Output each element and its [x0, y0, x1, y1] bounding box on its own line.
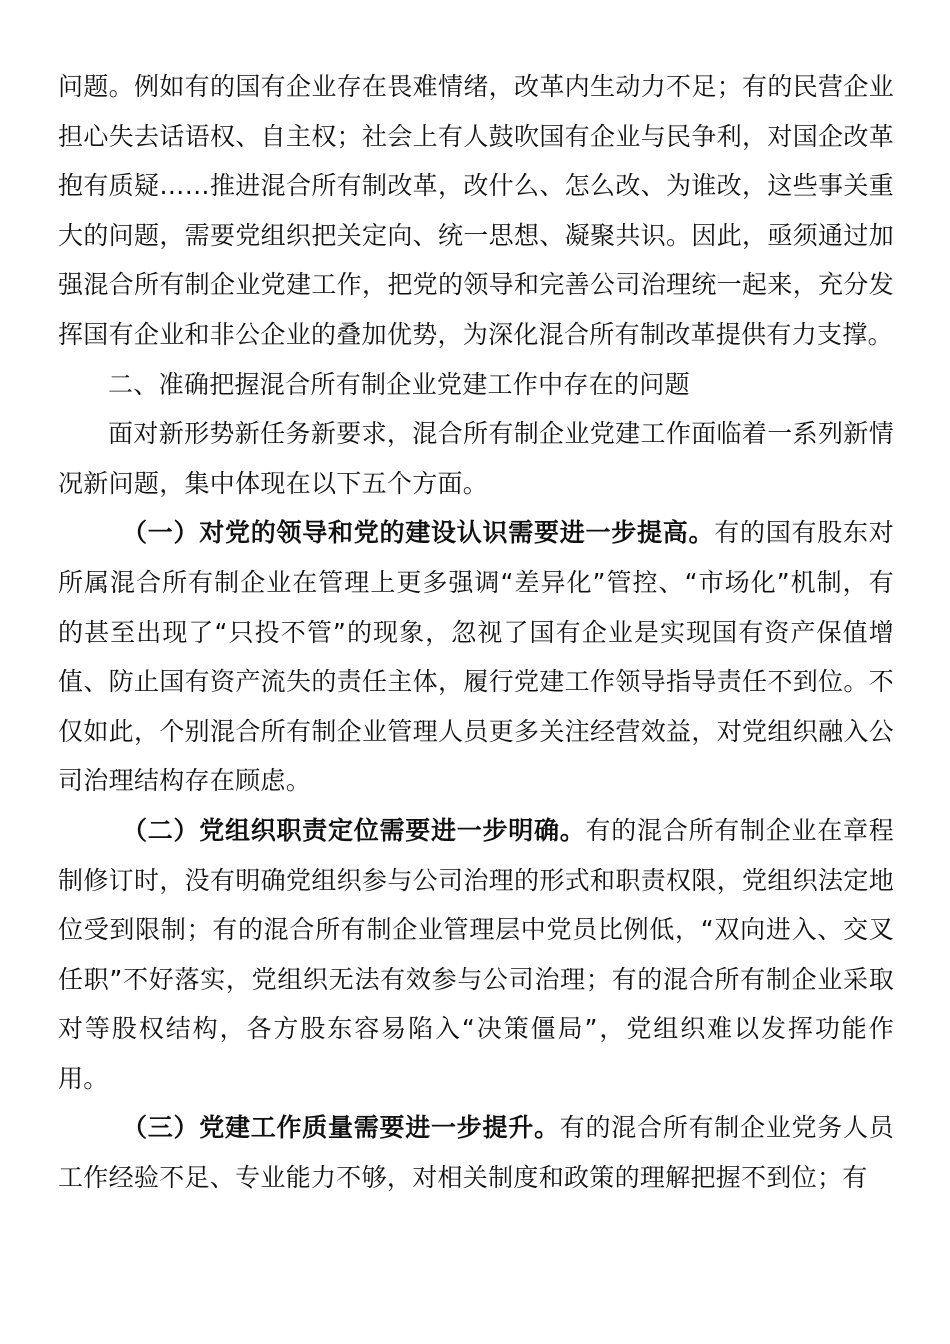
paragraph-point-two [58, 806, 894, 1104]
point-heading: （三）党建工作质量需要进一步提升。 [122, 1113, 560, 1143]
document-page [58, 62, 894, 1203]
paragraph-text: 有的混合所有制企业在章程制修订时，没有明确党组织参与公司治理的形式和职责权限，党组织法定地位受到限制；有的混合所有制企业管理层中党员比例低，“双向进入、交叉任职”不好落实，党组织无法有效参与公司治理；有的混合所有制企业采取对等股权结构，各方股东容易陷入“决策僵局”，党组织难以发挥功能作用。 [58, 815, 894, 1093]
paragraph-point-one [58, 508, 894, 806]
paragraph-text: 面对新形势新任务新要求，混合所有制企业党建工作面临着一系列新情况新问题，集中体现在以下五个方面。 [58, 419, 894, 498]
paragraph-intro-continued [58, 62, 894, 360]
paragraph-text: 有的混合所有制企业党务人员工作经验不足、专业能力不够，对相关制度和政策的理解把握不到位；有 [58, 1113, 894, 1193]
point-heading: （二）党组织职责定位需要进一步明确。 [122, 815, 586, 845]
section-heading-two [58, 360, 894, 410]
paragraph-overview [58, 409, 894, 508]
paragraph-text: 有的国有股东对所属混合所有制企业在管理上更多强调“差异化”管控、“市场化”机制，有的甚至出现了“只投不管”的现象，忽视了国有企业是实现国有资产保值增值、防止国有资产流失的责任主体，履行党建工作领导指导责任不到位。不仅如此，个别混合所有制企业管理人员更多关注经营效益，对党组织融入公司治理结构存在顾虑。 [58, 518, 894, 796]
section-heading-text: 二、准确把握混合所有制企业党建工作中存在的问题 [108, 369, 690, 399]
paragraph-text: 问题。例如有的国有企业存在畏难情绪，改革内生动力不足；有的民营企业担心失去话语权、自主权；社会上有人鼓吹国有企业与民争利，对国企改革抱有质疑……推进混合所有制改革，改什么、怎么改、为谁改，这些事关重大的问题，需要党组织把关定向、统一思想、凝聚共识。因此，亟须通过加强混合所有制企业党建工作，把党的领导和完善公司治理统一起来，充分发挥国有企业和非公企业的叠加优势，为深化混合所有制改革提供有力支撑。 [58, 72, 894, 349]
point-heading: （一）对党的领导和党的建设认识需要进一步提高。 [122, 518, 715, 548]
paragraph-point-three [58, 1103, 894, 1202]
